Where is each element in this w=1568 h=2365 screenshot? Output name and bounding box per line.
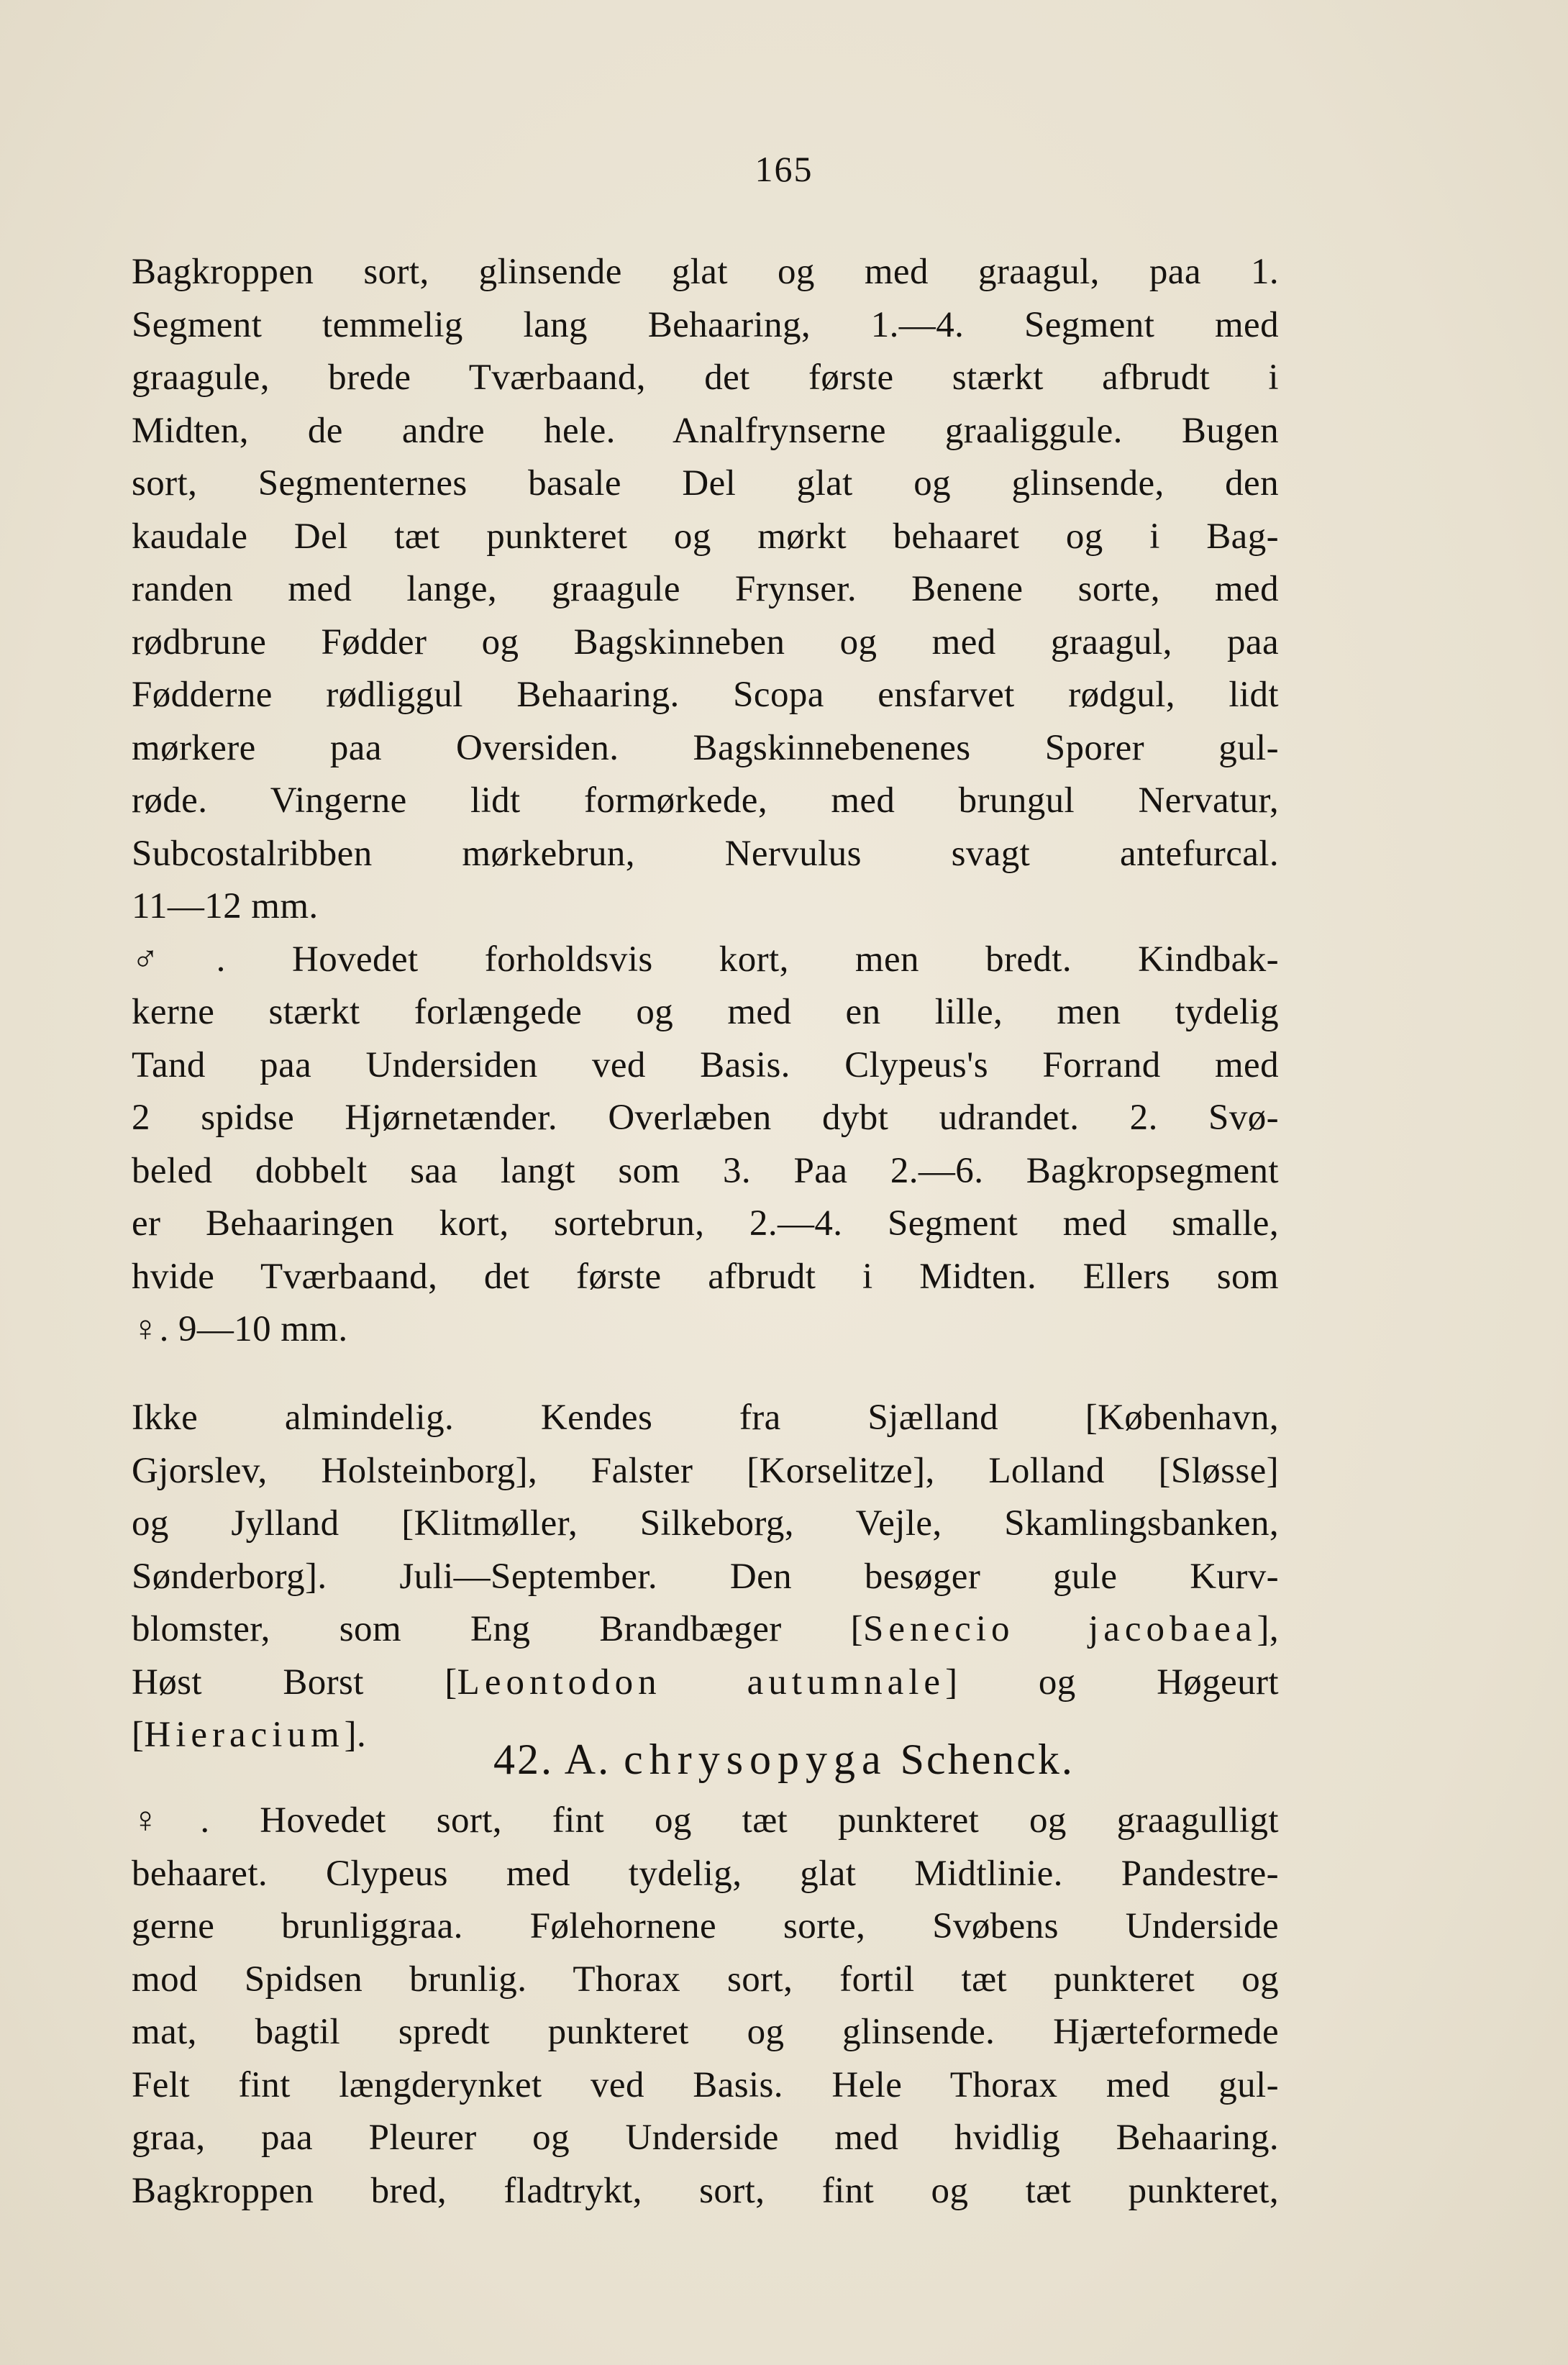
text-line: Fødderne rødliggul Behaaring. Scopa ensfarvet rødgul, lidt bbox=[132, 675, 1279, 715]
line-text: ], bbox=[1257, 1609, 1279, 1649]
text-line bbox=[132, 1603, 1279, 1657]
text-line: ♂. Hovedet forholdsvis kort, men bredt. Kindbak- bbox=[132, 939, 1279, 980]
text-line: Bagkroppen sort, glinsende glat og med graagul, paa 1. bbox=[132, 252, 1279, 292]
line-text: ] og Høgeurt bbox=[945, 1662, 1279, 1703]
text-line: graa, paa Pleurer og Underside med hvidlig Behaaring. bbox=[132, 2118, 1279, 2158]
text-line: Bagkroppen bred, fladtrykt, sort, fint og tæt punkteret, bbox=[132, 2170, 1279, 2211]
text-line: rødbrune Fødder og Bagskinneben og med graagul, paa bbox=[132, 621, 1279, 662]
text-line: mat, bagtil spredt punkteret og glinsende. Hjærteformede bbox=[132, 2012, 1279, 2052]
text-line: Tand paa Undersiden ved Basis. Clypeus's Forrand med bbox=[132, 1044, 1279, 1085]
line-text: [ bbox=[132, 1715, 145, 1755]
distribution-paragraph bbox=[132, 1392, 1279, 1762]
text-line: og Jylland [Klitmøller, Silkeborg, Vejle, Skamlingsbanken, bbox=[132, 1503, 1279, 1544]
line-text: Høst Borst [ bbox=[132, 1662, 457, 1703]
species-author: Schenck. bbox=[900, 1736, 1075, 1783]
text-line: Midten, de andre hele. Analfrynserne graaliggule. Bugen bbox=[132, 410, 1279, 451]
text-line: Subcostalribben mørkebrun, Nervulus svagt antefurcal. bbox=[132, 833, 1279, 874]
text-line: sort, Segmenternes basale Del glat og glinsende, den bbox=[132, 463, 1279, 503]
line-text: blomster, som Eng Brandbæger [ bbox=[132, 1609, 864, 1649]
text-line: er Behaaringen kort, sortebrun, 2.—4. Segment med smalle, bbox=[132, 1203, 1279, 1244]
latin-name: Hieracium bbox=[144, 1715, 345, 1755]
text-line: behaaret. Clypeus med tydelig, glat Midtlinie. Pandestre- bbox=[132, 1853, 1279, 1894]
species-name: chrysopyga bbox=[624, 1736, 888, 1783]
text-line: Sønderborg]. Juli—September. Den besøger gule Kurv- bbox=[132, 1556, 1279, 1597]
text-line: graagule, brede Tværbaand, det første stærkt afbrudt i bbox=[132, 357, 1279, 398]
text-line: gerne brunliggraa. Følehornene sorte, Svøbens Underside bbox=[132, 1906, 1279, 1946]
text-line: hvide Tværbaand, det første afbrudt i Midten. Ellers som bbox=[132, 1256, 1279, 1297]
text-line: randen med lange, graagule Frynser. Benene sorte, med bbox=[132, 569, 1279, 609]
text-line: Gjorslev, Holsteinborg], Falster [Korselitze], Lolland [Sløsse] bbox=[132, 1450, 1279, 1491]
text-line: røde. Vingerne lidt formørkede, med brungul Nervatur, bbox=[132, 780, 1279, 821]
text-line: kerne stærkt forlængede og med en lille, men tydelig bbox=[132, 992, 1279, 1032]
description-paragraph bbox=[132, 246, 1279, 1357]
latin-name: Senecio jacobaea bbox=[863, 1609, 1257, 1649]
species-number: 42. A. bbox=[493, 1736, 611, 1783]
text-line: mod Spidsen brunlig. Thorax sort, fortil tæt punkteret og bbox=[132, 1959, 1279, 2000]
text-line: Felt fint længderynket ved Basis. Hele Thorax med gul- bbox=[132, 2064, 1279, 2105]
text-line: Segment temmelig lang Behaaring, 1.—4. Segment med bbox=[132, 304, 1279, 345]
text-line: 2 spidse Hjørnetænder. Overlæben dybt udrandet. 2. Svø- bbox=[132, 1098, 1279, 1138]
page-number: 165 bbox=[755, 149, 813, 189]
text-line: ♀. Hovedet sort, fint og tæt punkteret og graagulligt bbox=[132, 1800, 1279, 1841]
line-text: ]. bbox=[344, 1715, 367, 1755]
text-line: Ikke almindelig. Kendes fra Sjælland [København, bbox=[132, 1398, 1279, 1438]
text-line: ♀. 9—10 mm. bbox=[132, 1309, 348, 1349]
text-line: 11—12 mm. bbox=[132, 886, 319, 926]
text-line: mørkere paa Oversiden. Bagskinnebenenes Sporer gul- bbox=[132, 727, 1279, 768]
species-description bbox=[132, 1795, 1279, 2218]
species-heading bbox=[0, 1731, 1568, 1788]
latin-name: Leontodon autumnale bbox=[457, 1662, 946, 1703]
text-line: beled dobbelt saa langt som 3. Paa 2.—6. Bagkropsegment bbox=[132, 1150, 1279, 1191]
text-line bbox=[132, 1657, 1279, 1710]
text-line: kaudale Del tæt punkteret og mørkt behaaret og i Bag- bbox=[132, 516, 1279, 557]
